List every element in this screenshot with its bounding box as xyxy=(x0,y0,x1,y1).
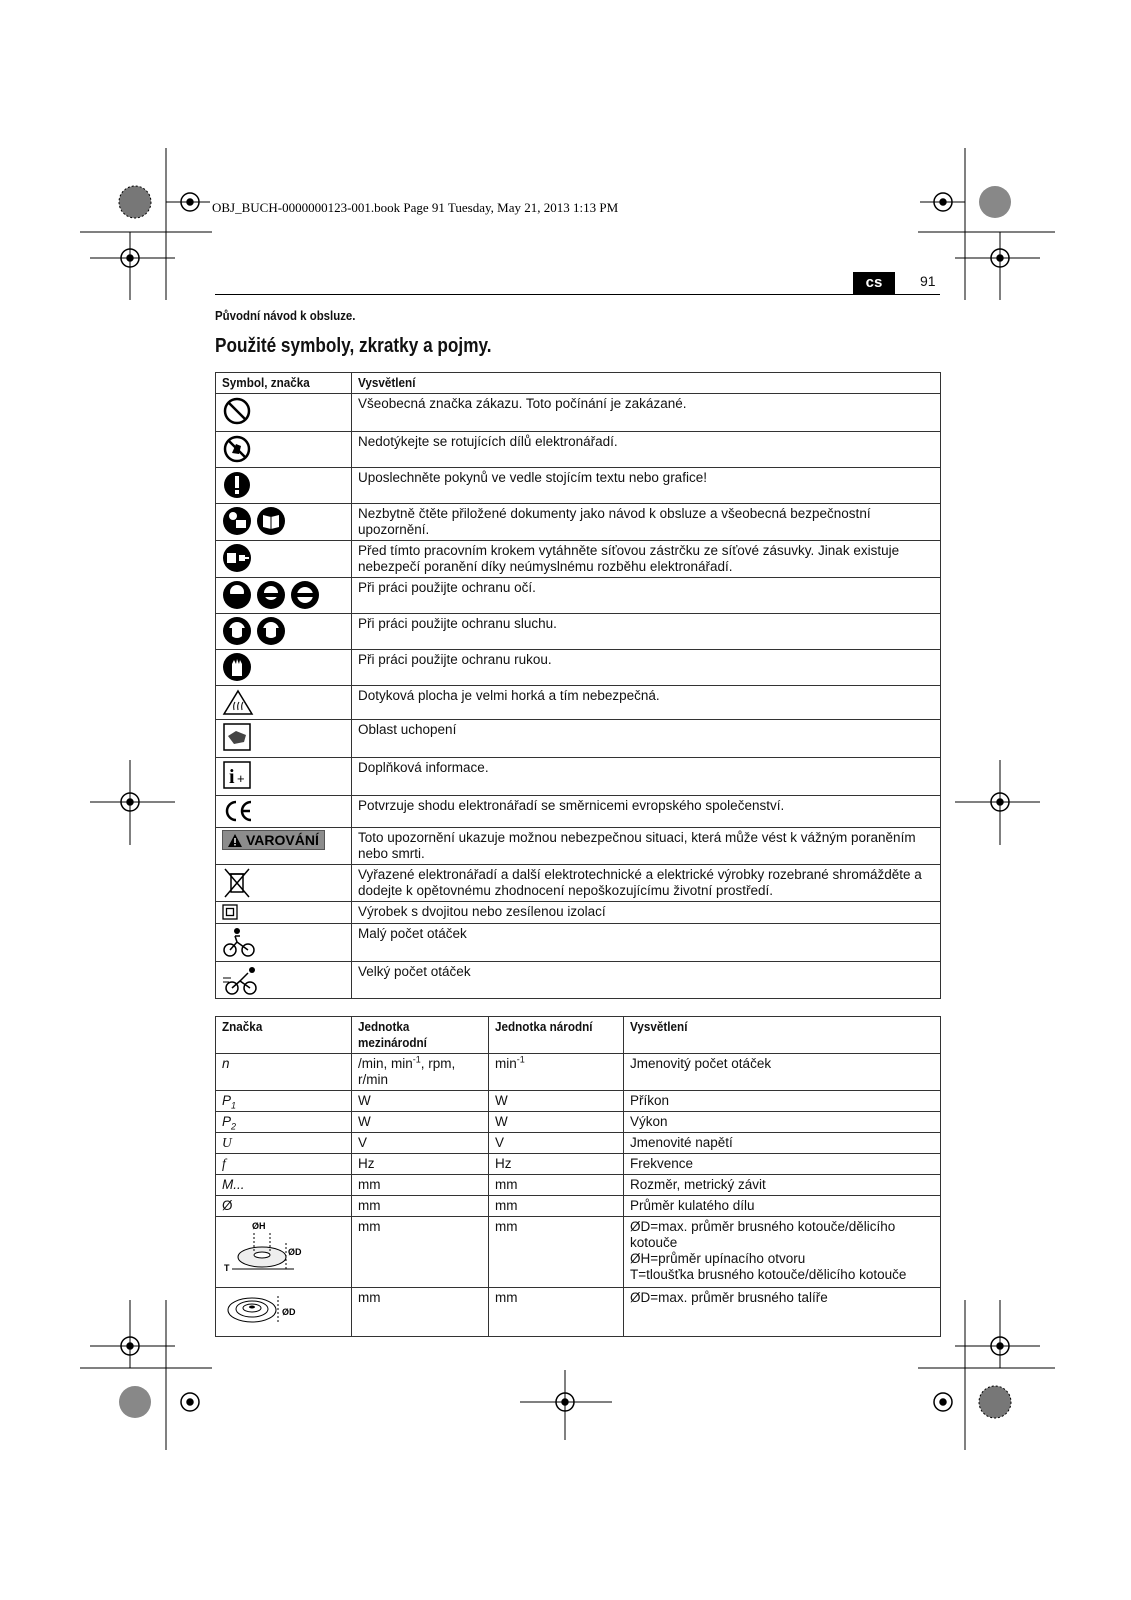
row-text: Velký počet otáček xyxy=(352,962,941,999)
svg-text:i: i xyxy=(229,766,235,788)
od-label: ØD xyxy=(282,1307,296,1317)
column-header: Vysvětlení xyxy=(352,373,941,394)
explanation-cell: Frekvence xyxy=(624,1154,941,1175)
grinding-disc-diagram xyxy=(222,1219,312,1281)
national-unit-cell: Hz xyxy=(489,1154,624,1175)
symbol-cell: $P_2$ xyxy=(216,1112,352,1133)
intl-unit-cell: W xyxy=(352,1112,489,1133)
national-unit-cell: W xyxy=(489,1091,624,1112)
units-table xyxy=(215,1016,941,1337)
national-unit-cell: mm xyxy=(489,1196,624,1217)
table-row xyxy=(216,865,941,902)
unplug-icon xyxy=(222,543,252,573)
table-row xyxy=(216,1054,941,1091)
page-number: 91 xyxy=(920,273,936,289)
table-row xyxy=(216,1112,941,1133)
explanation-cell: ØD=max. průměr brusného kotouče/dělicího kotouče ØH=průměr upínacího otvoru T=tloušťka brusného kotouče/dělicího kotouče xyxy=(624,1217,941,1288)
intl-unit-cell: mm xyxy=(352,1196,489,1217)
table-row xyxy=(216,432,941,468)
symbol-cell: f xyxy=(216,1154,352,1175)
warning-triangle-icon xyxy=(228,834,242,847)
row-text: Doplňková informace. xyxy=(352,758,941,796)
column-header: Vysvětlení xyxy=(624,1017,941,1054)
intl-unit-cell: mm xyxy=(352,1288,489,1337)
intl-unit-cell: V xyxy=(352,1133,489,1154)
symbol-cell: Ø xyxy=(216,1196,352,1217)
national-unit-cell: $\min^{-1}$ xyxy=(489,1054,624,1091)
symbols-table xyxy=(215,372,941,999)
explanation-cell: ØD=max. průměr brusného talíře xyxy=(624,1288,941,1337)
page-title: Použité symboly, zkratky a pojmy. xyxy=(215,335,492,357)
ear-muff-icon xyxy=(222,616,252,646)
svg-text:+: + xyxy=(237,771,245,786)
book-line: OBJ_BUCH-0000000123-001.book Page 91 Tuesday, May 21, 2013 1:13 PM xyxy=(212,200,619,215)
table-row xyxy=(216,1217,941,1288)
row-text: Všeobecná značka zákazu. Toto počínání je zakázané. xyxy=(352,394,941,432)
table-row xyxy=(216,924,941,962)
row-text: Potvrzuje shodu elektronářadí se směrnicemi evropského společenství. xyxy=(352,796,941,828)
symbol-cell: M... xyxy=(216,1175,352,1196)
explanation-cell: Příkon xyxy=(624,1091,941,1112)
row-text: Malý počet otáček xyxy=(352,924,941,962)
oh-label: ØH xyxy=(252,1221,266,1231)
row-text: Nezbytně čtěte přiložené dokumenty jako návod k obsluze a všeobecná bezpečnostní upozornění. xyxy=(352,504,941,541)
table-row xyxy=(216,614,941,650)
backing-pad-diagram xyxy=(222,1290,312,1330)
column-header: Jednotka národní xyxy=(489,1017,624,1054)
table-row xyxy=(216,578,941,614)
table-row xyxy=(216,720,941,758)
national-unit-cell: V xyxy=(489,1133,624,1154)
prohibition-icon xyxy=(222,396,252,426)
ear-muff-icon xyxy=(256,616,286,646)
row-text: Vyřazené elektronářadí a další elektrotechnické a elektrické výrobky rozebrané shromážděte a dodejte k opětovnému zhodnocení nepoškozujícímu životní prostředí. xyxy=(352,865,941,902)
intl-unit-cell: mm xyxy=(352,1217,489,1288)
row-text: Před tímto pracovním krokem vytáhněte síťovou zástrčku ze síťové zásuvky. Jinak existuje nebezpečí poranění díky neúmyslnému rozběhu elektronářadí. xyxy=(352,541,941,578)
table-row xyxy=(216,541,941,578)
grip-area-icon xyxy=(222,722,252,752)
national-unit-cell: mm xyxy=(489,1288,624,1337)
symbol-cell: $P_1$ xyxy=(216,1091,352,1112)
table-row xyxy=(216,902,941,924)
table-row xyxy=(216,962,941,999)
low-speed-icon xyxy=(222,926,256,958)
table-row xyxy=(216,1175,941,1196)
table-row xyxy=(216,394,941,432)
exclamation-icon xyxy=(222,470,252,500)
book-icon xyxy=(256,506,286,536)
symbol-cell: U xyxy=(216,1133,352,1154)
hand-protection-icon xyxy=(222,652,252,682)
national-unit-cell: W xyxy=(489,1112,624,1133)
hot-surface-icon xyxy=(222,688,254,716)
explanation-cell: Výkon xyxy=(624,1112,941,1133)
t-label: T xyxy=(224,1263,230,1273)
table-row xyxy=(216,1288,941,1337)
table-row xyxy=(216,650,941,686)
table-row xyxy=(216,1196,941,1217)
row-text: Oblast uchopení xyxy=(352,720,941,758)
high-speed-icon xyxy=(222,964,262,996)
table-row xyxy=(216,686,941,720)
row-text: Nedotýkejte se rotujících dílů elektronářadí. xyxy=(352,432,941,468)
explanation-cell: Průměr kulatého dílu xyxy=(624,1196,941,1217)
column-header: Jednotka mezinárodní xyxy=(352,1017,489,1054)
row-text: Výrobek s dvojitou nebo zesílenou izolací xyxy=(352,902,941,924)
table-header-row xyxy=(216,373,941,394)
ear-protection-icon xyxy=(222,616,345,646)
explanation-cell: Jmenovité napětí xyxy=(624,1133,941,1154)
glasses-icon xyxy=(290,580,320,610)
subtitle: Původní návod k obsluze. xyxy=(215,308,356,323)
eye-protection-icon xyxy=(222,580,345,610)
column-header: Symbol, značka xyxy=(216,373,352,394)
header-rule xyxy=(215,294,940,295)
ce-mark-icon xyxy=(222,798,254,824)
explanation-cell: Jmenovitý počet otáček xyxy=(624,1054,941,1091)
weee-bin-icon xyxy=(222,867,252,899)
row-text: Toto upozornění ukazuje možnou nebezpečnou situaci, která může vést k vážným poraněním nebo smrti. xyxy=(352,828,941,865)
language-badge: cs xyxy=(853,272,895,294)
row-text: Dotyková plocha je velmi horká a tím nebezpečná. xyxy=(352,686,941,720)
intl-unit-cell: mm xyxy=(352,1175,489,1196)
od-label: ØD xyxy=(288,1247,302,1257)
no-touch-rotating-icon xyxy=(222,434,252,464)
table-row xyxy=(216,1091,941,1112)
intl-unit-cell: W xyxy=(352,1091,489,1112)
national-unit-cell: mm xyxy=(489,1217,624,1288)
column-header: Značka xyxy=(216,1017,352,1054)
table-row xyxy=(216,758,941,796)
table-row xyxy=(216,1154,941,1175)
table-row xyxy=(216,828,941,865)
intl-unit-cell: /min, $\min^{-1}$, rpm, r/min xyxy=(352,1054,489,1091)
info-icon xyxy=(222,760,252,790)
double-insulation-icon xyxy=(222,904,238,920)
row-text: Uposlechněte pokynů ve vedle stojícím textu nebo grafice! xyxy=(352,468,941,504)
table-row xyxy=(216,1133,941,1154)
symbol-cell: n xyxy=(216,1054,352,1091)
read-manual-icon xyxy=(222,506,345,536)
goggles-icon xyxy=(222,580,252,610)
intl-unit-cell: Hz xyxy=(352,1154,489,1175)
row-text: Při práci použijte ochranu rukou. xyxy=(352,650,941,686)
row-text: Při práci použijte ochranu očí. xyxy=(352,578,941,614)
explanation-cell: Rozměr, metrický závit xyxy=(624,1175,941,1196)
table-header-row xyxy=(216,1017,941,1054)
read-icon xyxy=(222,506,252,536)
face-shield-icon xyxy=(256,580,286,610)
row-text: Při práci použijte ochranu sluchu. xyxy=(352,614,941,650)
table-row xyxy=(216,468,941,504)
warning-badge: VAROVÁNÍ xyxy=(222,830,325,850)
table-row xyxy=(216,796,941,828)
national-unit-cell: mm xyxy=(489,1175,624,1196)
table-row xyxy=(216,504,941,541)
